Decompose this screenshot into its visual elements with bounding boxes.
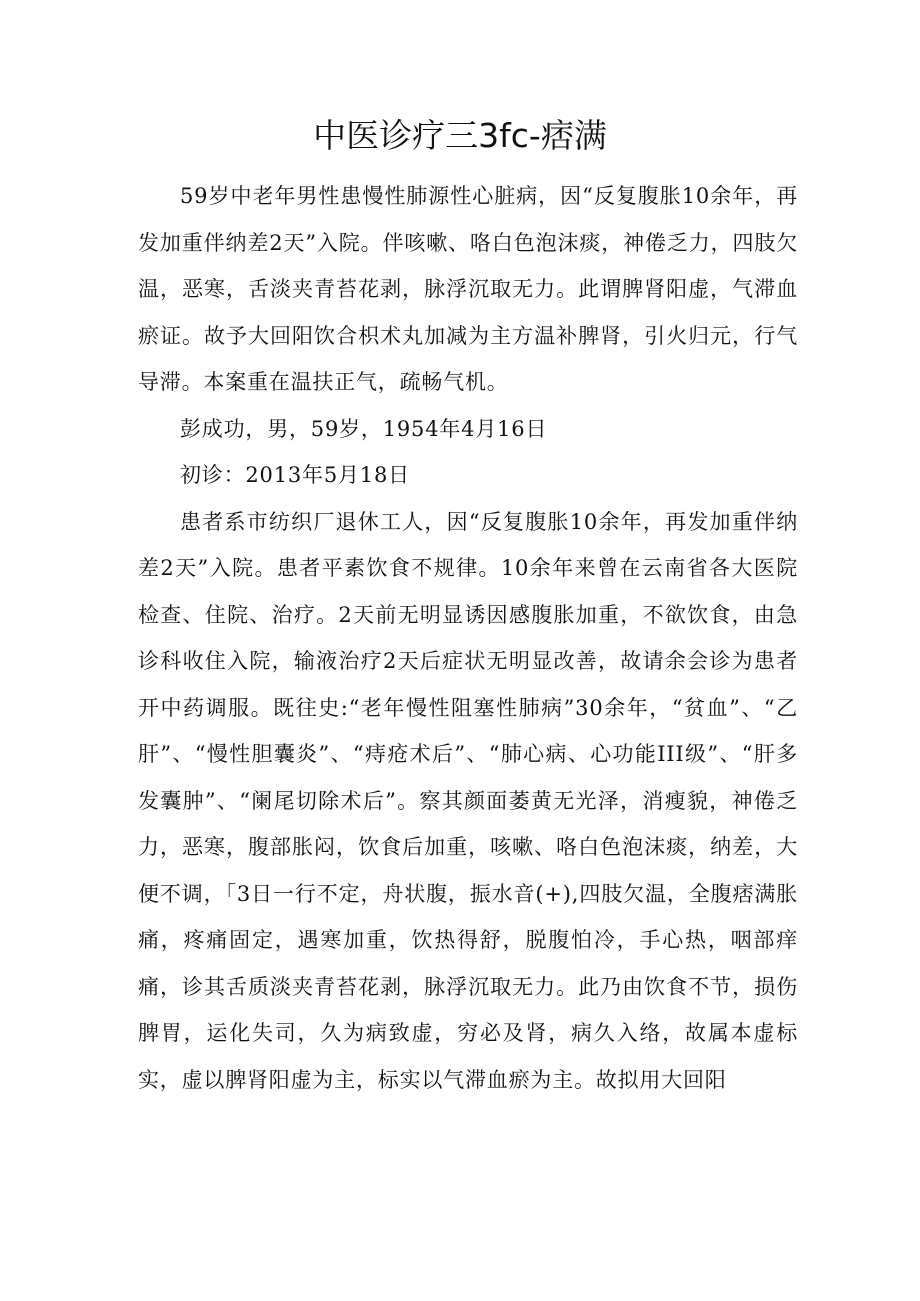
document-title: 中医诊疗三3fc-痞满 (313, 116, 607, 155)
case-body-paragraph: 患者系市纺织厂退休工人，因“反复腹胀10余年，再发加重伴纳差2天”入院。患者平素饮食不规律。10余年来曾在云南省各大医院检查、住院、治疗。2天前无明显诱因感腹胀加重，不欲饮食，由急诊科收住入院，输液治疗2天后症状无明显改善，故请余会诊为患者开中药调服。既往史:“老年慢性阻塞性肺病”30余年，“贫血”、“乙肝”、“慢性胆囊炎”、“痔疮术后”、“肺心病、心功能III级”、“肝多发囊肿”、“阑尾切除术后”。察其颜面萎黄无光泽，消瘦貌，神倦乏力，恶寒，腹部胀闷，饮食后加重，咳嗽、咯白色泡沫痰，纳差，大便不调，「3日一行不定，舟状腹，振水音(+),四肢欠温，全腹痞满胀痛，疼痛固定，遇寒加重，饮热得舒，脱腹怕冷，手心热，咽部痒痛，诊其舌质淡夹青苔花剥，脉浮沉取无力。此乃由饮食不节，损伤脾胃，运化失司，久为病致虚，穷必及肾，病久入络，故属本虚标实，虚以脾肾阳虚为主，标实以气滞血瘀为主。故拟用大回阳 (138, 509, 798, 1092)
document-body (138, 173, 798, 1103)
first-visit-line: 初诊：2013年5月18日 (180, 463, 410, 487)
case-summary-paragraph: 59岁中老年男性患慢性肺源性心脏病，因“反复腹胀10余年，再发加重伴纳差2天”入院。伴咳嗽、咯白色泡沫痰，神倦乏力，四肢欠温，恶寒，舌淡夹青苔花剥，脉浮沉取无力。此谓脾肾阳虚，气滞血瘀证。故予大回阳饮合枳术丸加减为主方温补脾肾，引火归元，行气导滞。本案重在温扶正气，疏畅气机。 (138, 184, 798, 394)
patient-info-line: 彭成功，男，59岁，1954年4月16日 (180, 416, 548, 441)
